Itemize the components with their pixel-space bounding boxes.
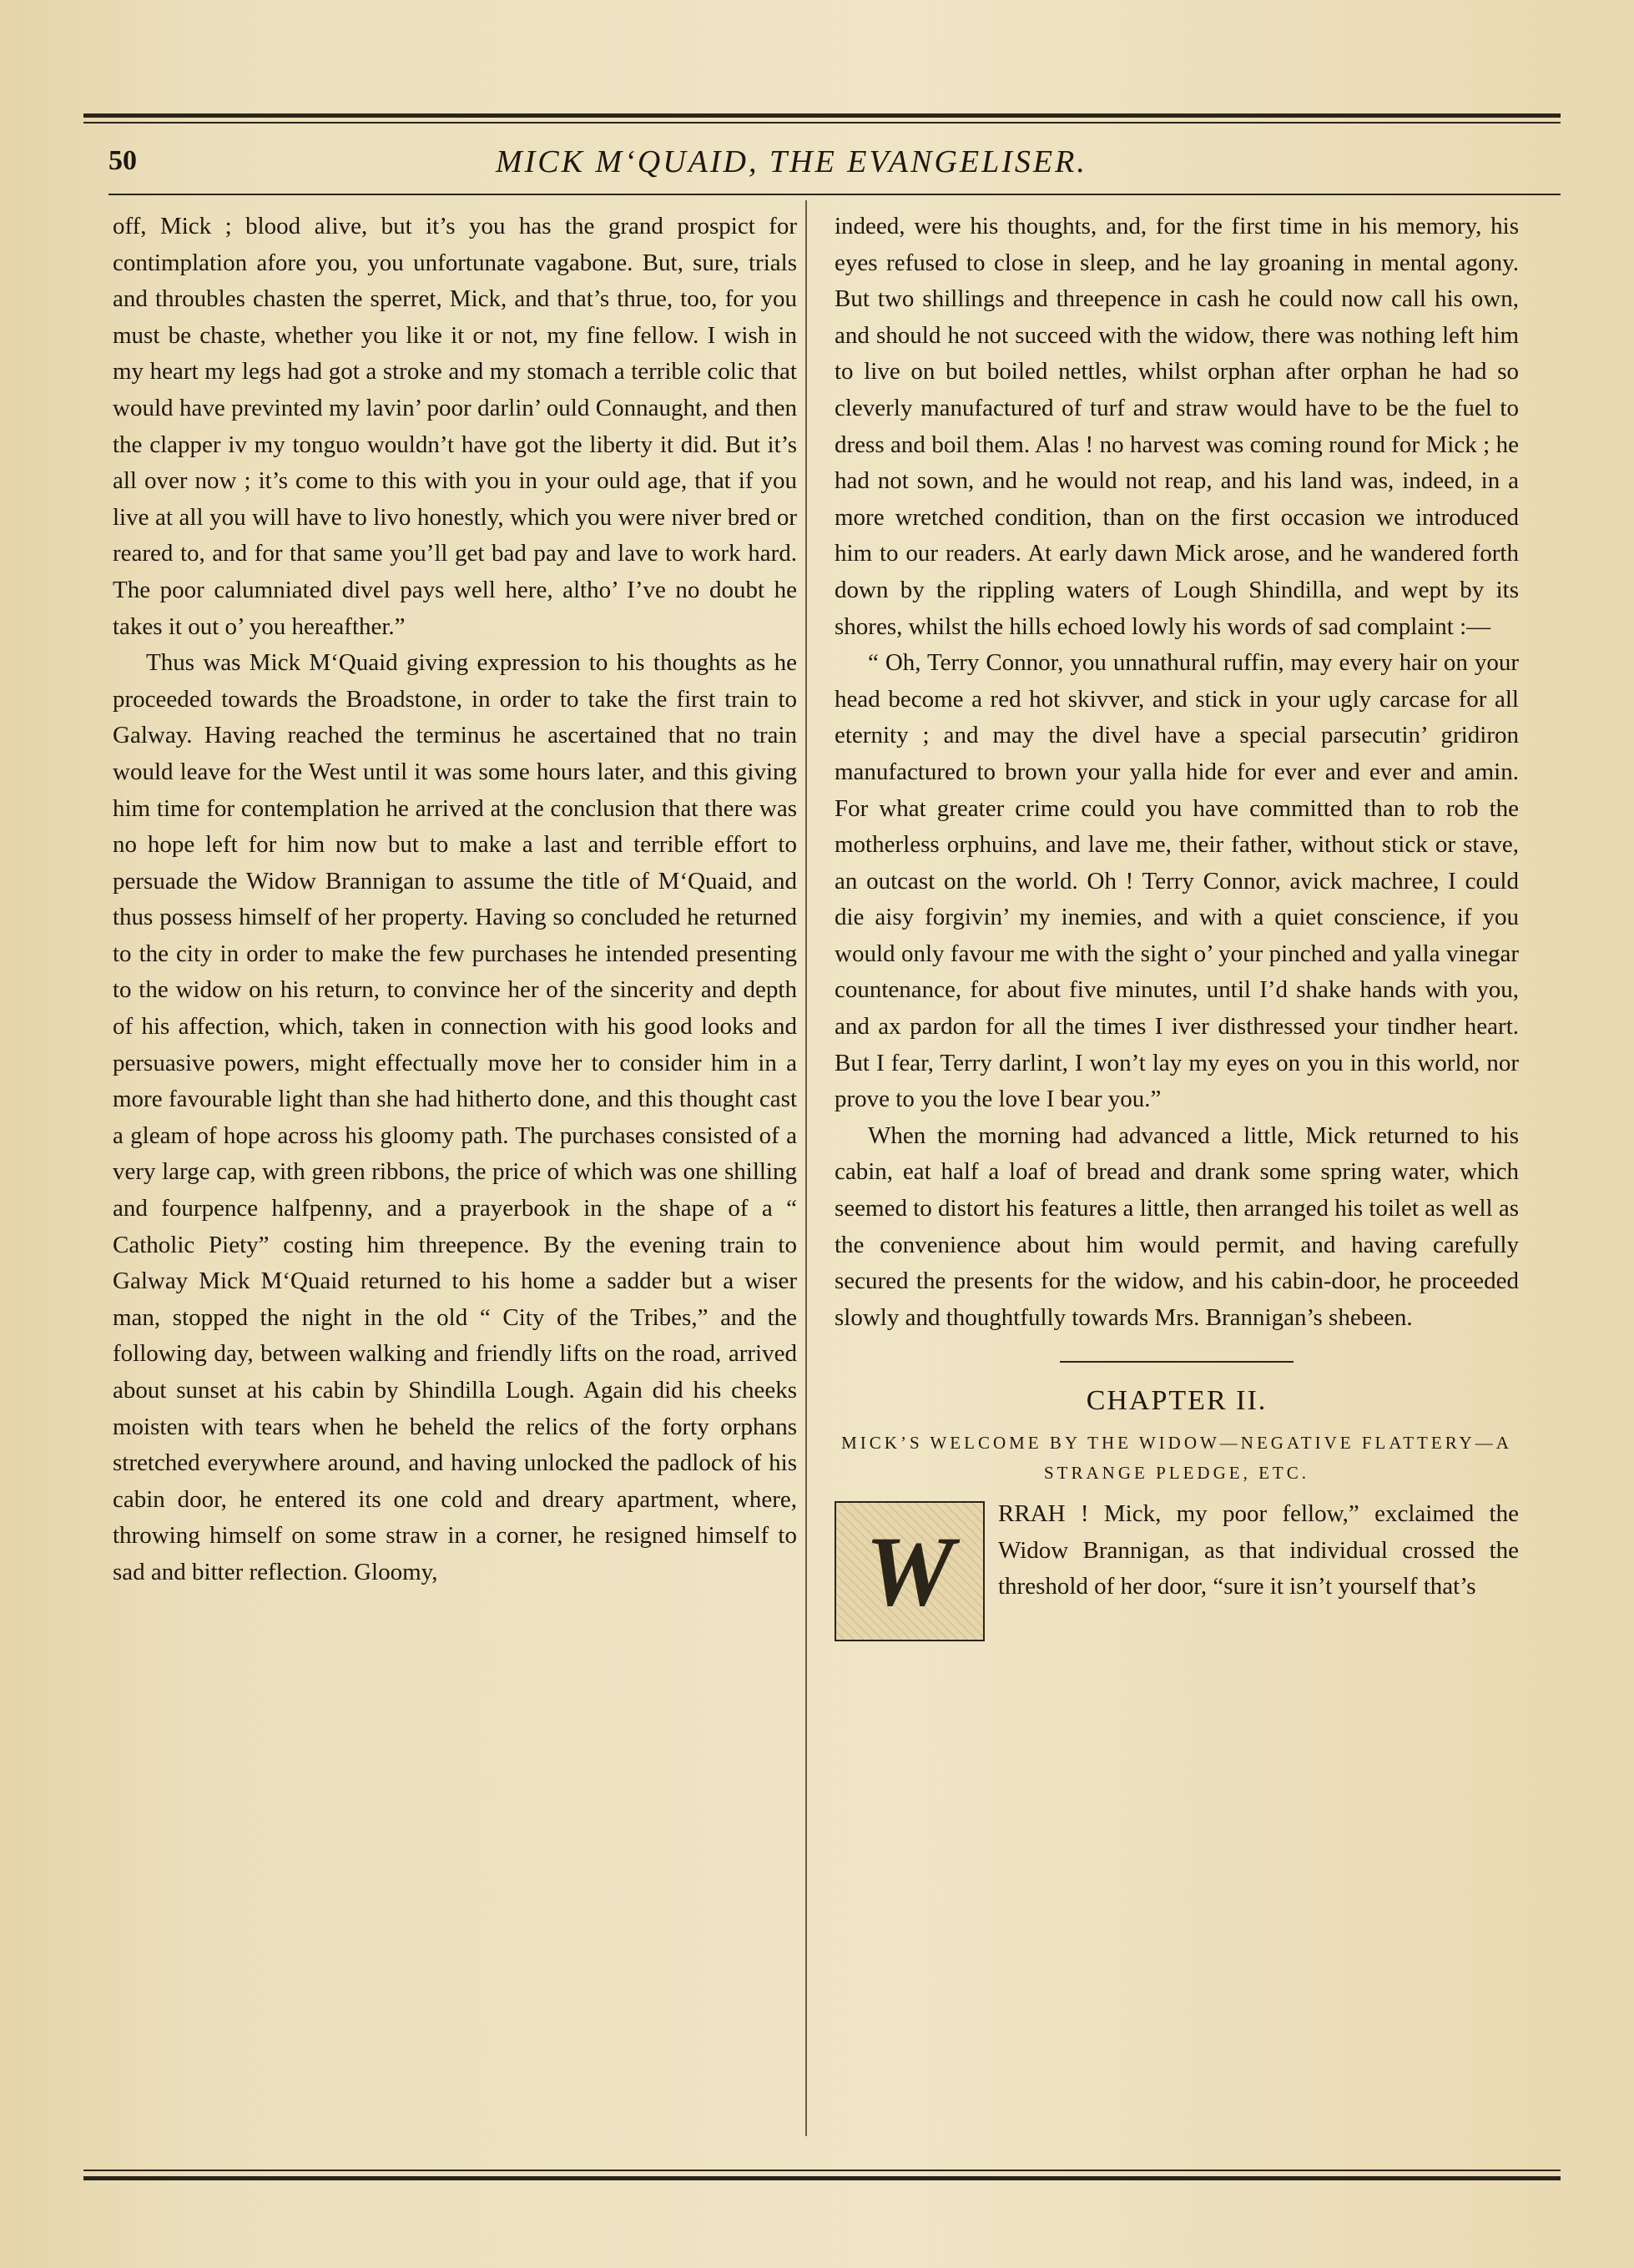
right-paragraph-3: When the morning had advanced a little, Mick returned to his cabin, eat half a loaf of bread and drank some spring water, which seemed to distort his features a little, then arranged his toilet as well as the convenience about him would permit, and having carefully secured the presents for the widow, and his cabin-door, he proceeded slowly and thoughtfully towards Mrs. Brannigan’s shebeen. [835,1121,1519,1331]
chapter-divider-rule [1060,1361,1294,1363]
top-border-rule-thin [83,122,1561,123]
page-number: 50 [108,145,137,176]
right-paragraph-1: indeed, were his thoughts, and, for the first time in his memory, his eyes refused to close in sleep, and he lay groaning in mental agony. But two shillings and threepence in cash he could now call his own, and should he not succeed with the widow, there was nothing left him to live on but boiled nettles, whilst orphan after orphan he had so cleverly manufactured of turf and straw would have to be the fuel to dress and boil them. Alas ! no harvest was coming round for Mick ; he had not sown, and he would not reap, and his land was, indeed, in a more wretched condition, than on the first occasion we introduced him to our readers. At early dawn Mick arose, and he wandered forth down by the rippling waters of Lough Shindilla, and wept by its shores, whilst the hills echoed lowly his words of sad complaint :— [835,213,1519,640]
page-header [108,134,1561,187]
right-paragraph-2: “ Oh, Terry Connor, you unnathural ruffin, may every hair on your head become a red hot skivver, and stick in your ugly carcase for all eternity ; and may the divel have a special parsecutin’ gridiron manufactured to brown your yalla hide for ever and ever and amin. For what greater crime could you have committed than to rob the motherless orphuins, and lave me, their father, without stick or stave, an outcast on the world. Oh ! Terry Connor, avick machree, I could die aisy forgivin’ my inemies, and with a quiet conscience, if you would only favour me with the sight o’ your pinched and yalla vinegar countenance, for about five minutes, until I’d shake hands with you, and ax pardon for all the times I iver disthressed your tindher heart. But I fear, Terry darlint, I won’t lay my eyes on you in this world, nor prove to you the love I bear you.” [835,649,1519,1113]
left-column [113,209,797,1591]
column-divider [805,200,807,2136]
left-paragraph-2: Thus was Mick M‘Quaid giving expression to his thoughts as he proceeded towards the Broadstone, in order to take the first train to Galway. Having reached the terminus he ascertained that no train would leave for the West until it was some hours later, and this giving him time for contemplation he arrived at the conclusion that there was no hope left for him now but to make a last and terrible effort to persuade the Widow Brannigan to assume the title of M‘Quaid, and thus possess himself of her property. Having so concluded he returned to the city in order to make the few purchases he intended presenting to the widow on his return, to convince her of the sincerity and depth of his affection, which, taken in connection with his good looks and persuasive powers, might effectually move her to consider him in a more favourable light than she had hitherto done, and this thought cast a gleam of hope across his gloomy path. The purchases consisted of a very large cap, with green ribbons, the price of which was one shilling and fourpence halfpenny, and a prayerbook in the shape of a “ Catholic Piety” costing him threepence. By the evening train to Galway Mick M‘Quaid returned to his home a sadder but a wiser man, stopped the night in the old “ City of the Tribes,” and the following day, between walking and friendly lifts on the road, arrived about sunset at his cabin by Shindilla Lough. Again did his cheeks moisten with tears when he beheld the relics of the forty orphans stretched everywhere around, and having unlocked the padlock of his cabin door, he entered its one cold and dreary apartment, where, throwing himself on some straw in a corner, he resigned himself to sad and bitter reflection. Gloomy, [113,649,797,1585]
chapter-opening [835,1496,1519,1627]
right-column [835,209,1519,1641]
left-paragraph-1: off, Mick ; blood alive, but it’s you has the grand prospict for contimplation afore you, you unfortunate vagabone. But, sure, trials and throubles chasten the sperret, Mick, and that’s thrue, too, for you must be chaste, whether you like it or not, my fine fellow. I wish in my heart my legs had got a stroke and my stomach a terrible colic that would have previnted my lavin’ poor darlin’ ould Connaught, and then the clapper iv my tonguo wouldn’t have got the liberty it did. But it’s all over now ; it’s come to this with you in your ould age, that if you live at all you will have to livo honestly, which you were niver bred or reared to, and for that same you’ll get bad pay and lave to work hard. The poor calumniated divel pays well here, altho’ I’ve no doubt he takes it out o’ you hereafther.” [113,213,797,640]
bottom-border-rule [83,2176,1561,2180]
chapter-opening-text: RRAH ! Mick, my poor fellow,” exclaimed the Widow Brannigan, as that individual crossed the threshold of her door, “sure it isn’t yourself that’s [998,1500,1519,1600]
drop-cap-initial: W [835,1501,985,1641]
header-rule [108,194,1561,195]
bottom-border-rule-thin [83,2170,1561,2171]
chapter-synopsis: MICK’S WELCOME BY THE WIDOW—NEGATIVE FLATTERY—A STRANGE PLEDGE, ETC. [841,1433,1512,1483]
running-title: MICK M‘QUAID, THE EVANGELISER. [496,144,1087,179]
top-border-rule [83,113,1561,118]
chapter-title: CHAPTER II. [1086,1385,1268,1417]
